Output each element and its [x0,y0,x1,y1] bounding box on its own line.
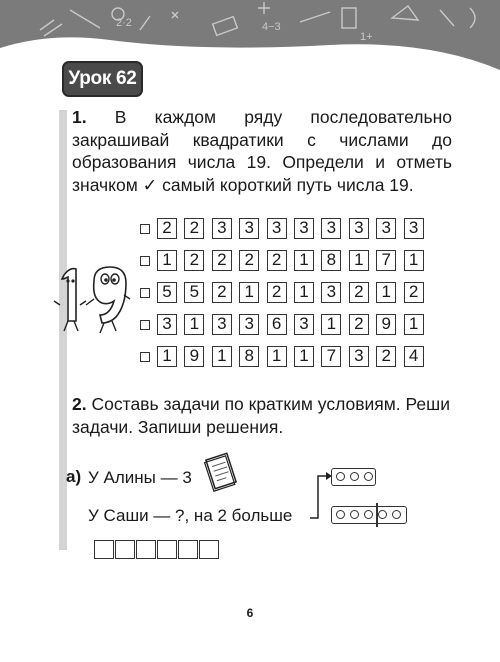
grid-cell[interactable]: 1 [376,282,396,303]
answer-cell[interactable] [157,540,177,559]
model-dot [350,472,359,481]
model-dot [336,510,345,519]
grid-cell[interactable]: 1 [321,314,341,335]
grid-cell[interactable]: 3 [349,346,369,367]
grid-cell[interactable]: 7 [376,250,396,271]
grid-cell[interactable]: 2 [267,282,287,303]
grid-cell[interactable]: 1 [212,346,232,367]
answer-cell[interactable] [115,540,135,559]
notebook-icon [200,450,242,492]
grid-row [140,314,450,336]
grid-cell[interactable]: 7 [321,346,341,367]
grid-cell[interactable]: 3 [267,218,287,239]
grid-row [140,218,450,240]
grid-cell[interactable]: 1 [294,346,314,367]
grid-cell[interactable]: 2 [267,250,287,271]
grid-cell[interactable]: 3 [376,218,396,239]
svg-text:2·2: 2·2 [116,17,132,29]
answer-cell[interactable] [178,540,198,559]
grid-cell[interactable]: 2 [239,250,259,271]
model-dot [364,510,373,519]
grid-cell[interactable]: 2 [184,218,204,239]
model-dot [364,472,373,481]
comparison-bracket [304,468,334,528]
grid-cell[interactable]: 1 [184,314,204,335]
model-dot [378,510,387,519]
task2-instructions [72,393,450,438]
grid-cell[interactable]: 5 [157,282,177,303]
grid-cell[interactable]: 1 [267,346,287,367]
grid-cell[interactable]: 2 [157,218,177,239]
grid-cell[interactable]: 3 [404,218,424,239]
model-bar-sasha [331,506,407,524]
grid-cell[interactable]: 3 [157,314,177,335]
grid-cell[interactable]: 6 [267,314,287,335]
grid-cell[interactable]: 3 [321,218,341,239]
grid-cell[interactable]: 2 [376,346,396,367]
answer-cell[interactable] [199,540,219,559]
grid-cell[interactable]: 1 [349,250,369,271]
condition-line-sasha: У Саши — ?, на 2 больше [88,506,293,525]
task2-number: 2. [72,394,87,414]
row-checkbox[interactable] [140,320,150,330]
grid-cell[interactable]: 9 [184,346,204,367]
condition-line-alina: У Алины — 3 [88,468,192,487]
grid-cell[interactable]: 2 [349,314,369,335]
grid-cell[interactable]: 3 [294,314,314,335]
row-checkbox[interactable] [140,352,150,362]
row-checkbox[interactable] [140,256,150,266]
grid-cell[interactable]: 2 [212,282,232,303]
svg-text:4−3: 4−3 [262,21,281,33]
grid-cell[interactable]: 2 [184,250,204,271]
grid-cell[interactable]: 2 [404,282,424,303]
svg-text:1+: 1+ [360,31,373,43]
grid-cell[interactable]: 3 [294,218,314,239]
grid-cell[interactable]: 8 [239,346,259,367]
grid-cell[interactable]: 2 [212,250,232,271]
grid-cell[interactable]: 1 [157,250,177,271]
answer-cell[interactable] [136,540,156,559]
answer-cell[interactable] [94,540,114,559]
model-bar-alina [331,468,376,486]
grid-cell[interactable]: 2 [349,282,369,303]
grid-cell[interactable]: 3 [321,282,341,303]
grid-cell[interactable]: 4 [404,346,424,367]
grid-cell[interactable]: 3 [212,314,232,335]
grid-cell[interactable]: 3 [212,218,232,239]
grid-cell[interactable]: 8 [321,250,341,271]
number-19-mascot-icon [50,255,132,337]
task1-text: В каждом ряду последовательно закрашивай квадратики с числами до образования числа 19. Определи и отметь значком ✓ самый короткий путь числа 19. [72,107,452,195]
task2-text: Составь задачи по кратким условиям. Реши задачи. Запиши решения. [72,394,450,437]
grid-row [140,282,450,304]
grid-cell[interactable]: 5 [184,282,204,303]
task1-instructions [72,106,452,196]
model-dot [336,472,345,481]
grid-cell[interactable]: 1 [294,282,314,303]
row-checkbox[interactable] [140,224,150,234]
grid-cell[interactable]: 1 [294,250,314,271]
grid-cell[interactable]: 1 [239,282,259,303]
grid-row [140,250,450,272]
task1-number: 1. [72,107,87,127]
subtask-label: а) [66,467,82,486]
page-number: 6 [246,606,254,620]
lesson-badge: Урок 62 [64,63,141,95]
grid-cell[interactable]: 1 [157,346,177,367]
grid-cell[interactable]: 3 [349,218,369,239]
model-dot [392,510,401,519]
row-checkbox[interactable] [140,288,150,298]
grid-cell[interactable]: 3 [239,218,259,239]
grid-cell[interactable]: 1 [404,250,424,271]
grid-cell[interactable]: 3 [239,314,259,335]
grid-cell[interactable]: 9 [376,314,396,335]
model-dot [350,510,359,519]
grid-row [140,346,450,368]
grid-cell[interactable]: 1 [404,314,424,335]
